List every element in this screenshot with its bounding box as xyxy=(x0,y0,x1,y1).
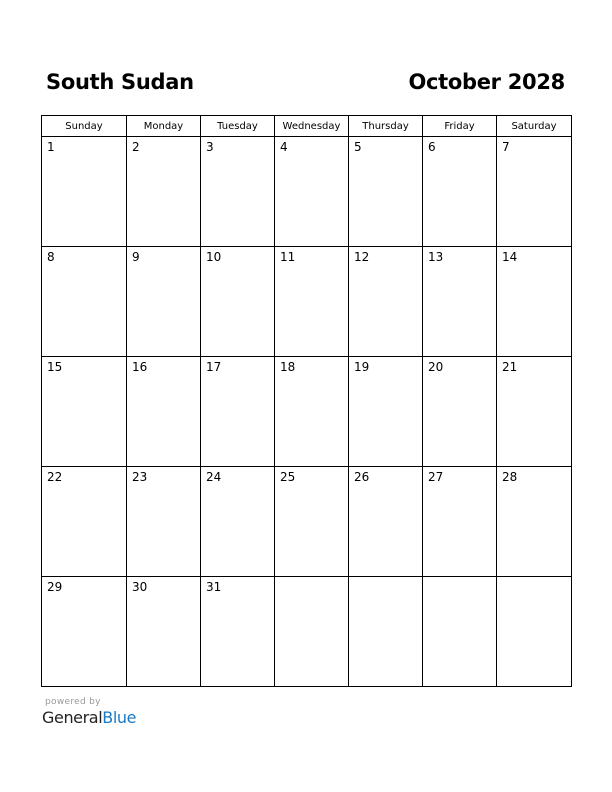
day-number: 21 xyxy=(502,360,518,374)
weekday-thursday: Thursday xyxy=(349,116,423,137)
day-cell xyxy=(201,467,275,577)
day-number: 24 xyxy=(206,470,222,484)
day-number: 5 xyxy=(354,140,362,154)
day-number: 20 xyxy=(428,360,444,374)
day-cell xyxy=(423,137,497,247)
day-number: 22 xyxy=(47,470,63,484)
day-cell xyxy=(127,137,201,247)
day-number: 18 xyxy=(280,360,296,374)
week-row xyxy=(42,467,572,577)
week-row xyxy=(42,357,572,467)
weekday-tuesday: Tuesday xyxy=(201,116,275,137)
day-number: 10 xyxy=(206,250,222,264)
day-cell xyxy=(275,357,349,467)
week-row xyxy=(42,577,572,687)
day-number: 16 xyxy=(132,360,148,374)
day-cell xyxy=(423,577,497,687)
day-number: 25 xyxy=(280,470,296,484)
day-number: 15 xyxy=(47,360,63,374)
day-number: 23 xyxy=(132,470,148,484)
generalblue-logo[interactable] xyxy=(42,708,136,727)
day-cell xyxy=(423,467,497,577)
day-number: 28 xyxy=(502,470,518,484)
day-number: 26 xyxy=(354,470,370,484)
day-cell xyxy=(42,577,127,687)
day-number: 29 xyxy=(47,580,63,594)
calendar-grid xyxy=(41,115,572,687)
day-cell xyxy=(42,247,127,357)
day-cell xyxy=(275,467,349,577)
month-year-title: October 2028 xyxy=(408,70,565,94)
day-cell xyxy=(127,357,201,467)
day-number: 8 xyxy=(47,250,55,264)
day-number: 6 xyxy=(428,140,436,154)
day-cell xyxy=(349,247,423,357)
day-number xyxy=(275,577,348,580)
day-cell xyxy=(275,247,349,357)
day-cell xyxy=(349,137,423,247)
day-cell xyxy=(201,577,275,687)
day-cell xyxy=(349,577,423,687)
day-cell xyxy=(497,467,572,577)
day-number: 27 xyxy=(428,470,444,484)
day-cell xyxy=(201,357,275,467)
day-number: 30 xyxy=(132,580,148,594)
logo-text-general: General xyxy=(42,708,103,727)
powered-by-label: powered by xyxy=(45,697,101,707)
day-cell xyxy=(127,467,201,577)
day-number xyxy=(423,577,496,580)
day-number: 31 xyxy=(206,580,222,594)
day-number: 19 xyxy=(354,360,370,374)
day-cell xyxy=(497,247,572,357)
day-number: 14 xyxy=(502,250,518,264)
week-row xyxy=(42,247,572,357)
day-number: 17 xyxy=(206,360,222,374)
day-cell xyxy=(349,467,423,577)
country-title: South Sudan xyxy=(46,70,194,94)
day-number: 4 xyxy=(280,140,288,154)
day-cell xyxy=(127,247,201,357)
day-cell xyxy=(42,137,127,247)
day-cell xyxy=(497,137,572,247)
day-number: 2 xyxy=(132,140,140,154)
weekday-header-row xyxy=(42,116,572,137)
day-number: 9 xyxy=(132,250,140,264)
day-cell xyxy=(423,247,497,357)
weekday-monday: Monday xyxy=(127,116,201,137)
weekday-sunday: Sunday xyxy=(42,116,127,137)
day-number xyxy=(497,577,571,580)
day-number: 7 xyxy=(502,140,510,154)
day-cell xyxy=(275,137,349,247)
day-cell xyxy=(201,247,275,357)
day-number: 13 xyxy=(428,250,444,264)
day-cell xyxy=(497,577,572,687)
weekday-saturday: Saturday xyxy=(497,116,572,137)
day-cell xyxy=(275,577,349,687)
week-row xyxy=(42,137,572,247)
day-number xyxy=(349,577,422,580)
weekday-friday: Friday xyxy=(423,116,497,137)
day-cell xyxy=(497,357,572,467)
day-number: 3 xyxy=(206,140,214,154)
logo-text-blue: Blue xyxy=(102,708,137,727)
day-cell xyxy=(127,577,201,687)
day-number: 1 xyxy=(47,140,55,154)
weekday-wednesday: Wednesday xyxy=(275,116,349,137)
day-cell xyxy=(201,137,275,247)
day-cell xyxy=(42,467,127,577)
day-number: 12 xyxy=(354,250,370,264)
day-cell xyxy=(349,357,423,467)
day-cell xyxy=(42,357,127,467)
day-number: 11 xyxy=(280,250,296,264)
day-cell xyxy=(423,357,497,467)
